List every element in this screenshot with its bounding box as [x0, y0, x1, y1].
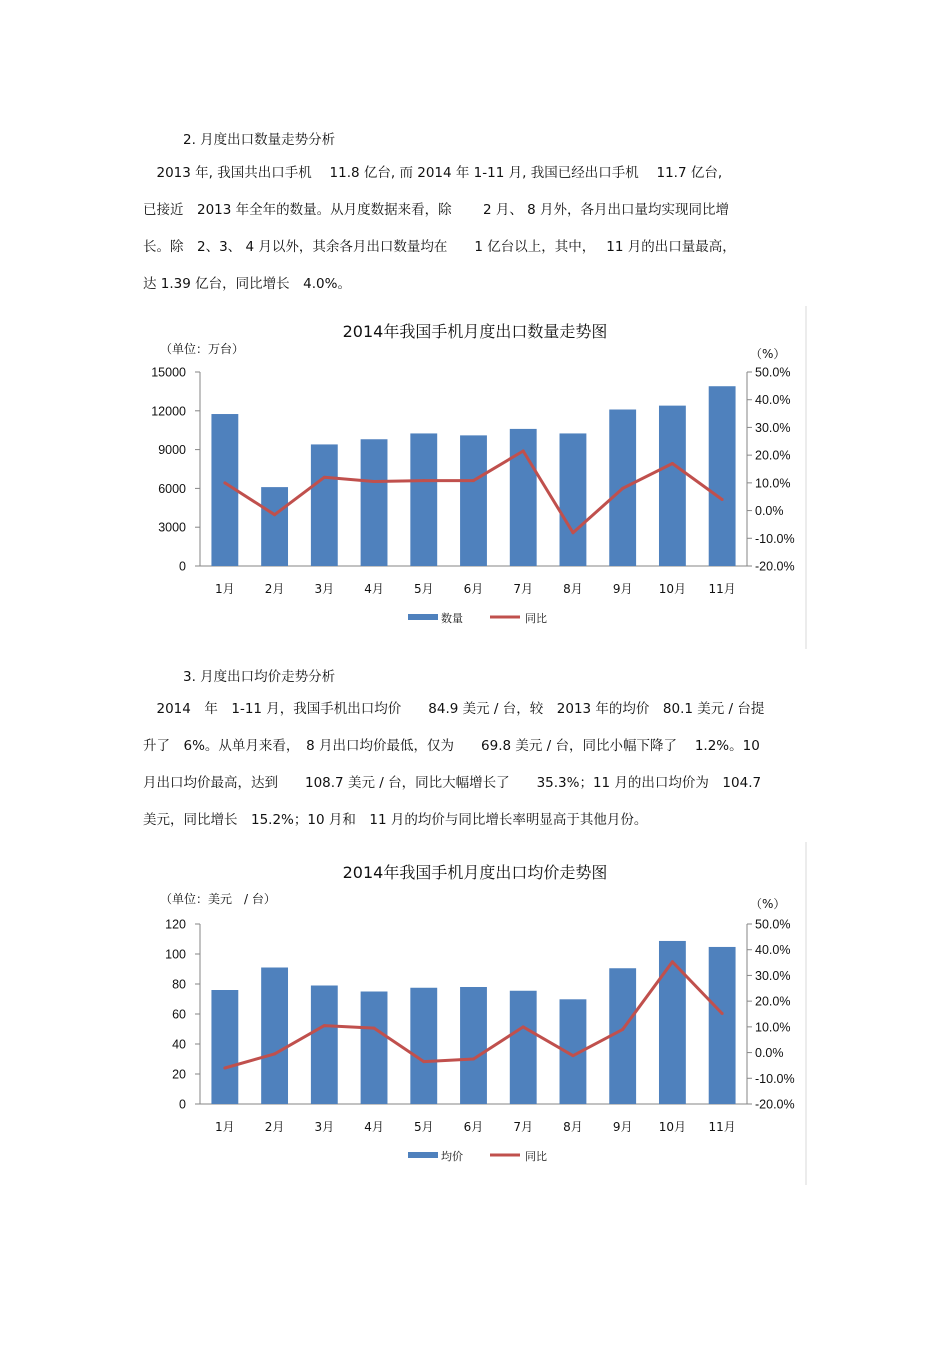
- legend-swatch-bar: [408, 1152, 438, 1158]
- bar: [460, 987, 487, 1104]
- y-tick-label: 40: [172, 1037, 186, 1052]
- y2-tick-label: -20.0%: [755, 559, 795, 574]
- yoy-point: [522, 1025, 525, 1028]
- paragraph-line: 2014 年 1-11 月，我国手机出口均价 84.9 美元 / 台，较 2013 年的均价 80.1 美元 / 台提: [143, 701, 765, 717]
- x-tick-label: 5月: [413, 1120, 434, 1134]
- yoy-point: [422, 479, 425, 482]
- export-volume-chart: [140, 306, 810, 651]
- section-3-paragraph: [143, 691, 808, 839]
- y-axis-unit-label: （单位：美元 / 台）: [160, 892, 276, 906]
- yoy-point: [721, 498, 724, 501]
- yoy-point: [472, 479, 475, 482]
- yoy-point: [571, 531, 574, 534]
- y2-tick-label: 0.0%: [755, 1046, 784, 1061]
- bar: [311, 986, 338, 1105]
- x-tick-label: 2月: [264, 1120, 285, 1134]
- y2-axis-unit-label: （%）: [750, 897, 786, 911]
- export-price-chart: [140, 842, 810, 1187]
- paragraph-line: 已接近 2013 年全年的数量。从月度数据来看，除 2 月、 8 月外，各月出口量均实现同比增: [143, 202, 729, 218]
- x-tick-label: 9月: [612, 1120, 633, 1134]
- yoy-point: [373, 1027, 376, 1030]
- export-price-chart-svg: [140, 842, 810, 1187]
- paragraph-line: 达 1.39 亿台，同比增长 4.0%。: [143, 276, 351, 292]
- y2-tick-label: 0.0%: [755, 504, 784, 519]
- bar: [659, 941, 686, 1104]
- y-tick-label: 100: [165, 947, 186, 962]
- yoy-point: [223, 1067, 226, 1070]
- legend-label-line: 同比: [525, 1150, 547, 1163]
- bar: [460, 435, 487, 566]
- yoy-point: [323, 476, 326, 479]
- yoy-point: [472, 1058, 475, 1061]
- export-volume-chart-svg: [140, 306, 810, 651]
- x-tick-label: 8月: [563, 1120, 583, 1134]
- bar: [410, 433, 437, 566]
- bar: [510, 991, 537, 1104]
- bar: [709, 947, 736, 1104]
- chart-title: 2014年我国手机月度出口均价走势图: [342, 863, 608, 882]
- paragraph-line: 月出口均价最高，达到 108.7 美元 / 台，同比大幅增长了 35.3%；11 月的出口均价为 104.7: [143, 775, 762, 791]
- section-2-paragraph: [143, 155, 808, 303]
- y2-tick-label: 40.0%: [755, 393, 791, 408]
- yoy-point: [621, 1028, 624, 1031]
- x-tick-label: 10月: [658, 582, 687, 596]
- bar: [560, 433, 587, 566]
- y-tick-label: 12000: [151, 404, 186, 419]
- legend-swatch-bar: [408, 614, 438, 620]
- x-tick-label: 10月: [658, 1120, 687, 1134]
- y2-tick-label: 30.0%: [755, 420, 791, 435]
- x-tick-label: 3月: [314, 1120, 335, 1134]
- y-tick-label: 0: [179, 1097, 186, 1112]
- y2-tick-label: -20.0%: [755, 1097, 795, 1112]
- section-2-heading: 2. 月度出口数量走势分析: [183, 132, 336, 148]
- y2-tick-label: 10.0%: [755, 476, 791, 491]
- y-tick-label: 9000: [158, 443, 186, 458]
- y2-tick-label: 10.0%: [755, 1020, 791, 1035]
- y-tick-label: 3000: [158, 520, 186, 535]
- y-tick-label: 0: [179, 559, 186, 574]
- x-tick-label: 2月: [264, 582, 285, 596]
- yoy-point: [373, 480, 376, 483]
- bar: [609, 968, 636, 1104]
- yoy-point: [273, 513, 276, 516]
- x-tick-label: 8月: [563, 582, 583, 596]
- yoy-point: [721, 1012, 724, 1015]
- yoy-point: [671, 462, 674, 465]
- y-tick-label: 6000: [158, 481, 186, 496]
- yoy-point: [671, 960, 674, 963]
- paragraph-line: 美元，同比增长 15.2%；10 月和 11 月的均价与同比增长率明显高于其他月份。: [143, 812, 648, 828]
- legend-label-line: 同比: [525, 612, 547, 625]
- bar: [510, 429, 537, 566]
- y2-tick-label: 30.0%: [755, 968, 791, 983]
- yoy-point: [522, 449, 525, 452]
- bar: [410, 988, 437, 1104]
- y2-axis-unit-label: （%）: [750, 347, 786, 361]
- y-axis-unit-label: （单位：万台）: [160, 342, 245, 356]
- bar: [311, 444, 338, 566]
- y2-tick-label: -10.0%: [755, 531, 795, 546]
- bar: [211, 990, 238, 1104]
- y2-tick-label: 50.0%: [755, 365, 791, 380]
- chart-title: 2014年我国手机月度出口数量走势图: [342, 322, 608, 341]
- bar: [659, 406, 686, 566]
- y2-tick-label: 20.0%: [755, 994, 791, 1009]
- bar: [261, 487, 288, 566]
- y-tick-label: 80: [172, 977, 186, 992]
- y-tick-label: 20: [172, 1067, 186, 1082]
- legend-label-bar: 数量: [441, 612, 463, 625]
- y-tick-label: 60: [172, 1007, 186, 1022]
- x-tick-label: 6月: [463, 1120, 484, 1134]
- x-tick-label: 3月: [314, 582, 335, 596]
- yoy-point: [422, 1060, 425, 1063]
- bar: [361, 439, 388, 566]
- x-tick-label: 7月: [513, 1120, 534, 1134]
- y2-tick-label: -10.0%: [755, 1071, 795, 1086]
- y-tick-label: 15000: [151, 365, 186, 380]
- bar: [709, 386, 736, 566]
- x-tick-label: 6月: [463, 582, 484, 596]
- x-tick-label: 1月: [215, 582, 235, 596]
- x-tick-label: 4月: [364, 582, 384, 596]
- x-tick-label: 1月: [215, 1120, 235, 1134]
- yoy-point: [223, 481, 226, 484]
- yoy-point: [571, 1054, 574, 1057]
- x-tick-label: 7月: [513, 582, 534, 596]
- x-tick-label: 9月: [612, 582, 633, 596]
- paragraph-line: 长。除 2、3、 4 月以外，其余各月出口数量均在 1 亿台以上，其中， 11 月的出口量最高，: [143, 239, 736, 255]
- y2-tick-label: 20.0%: [755, 448, 791, 463]
- yoy-point: [621, 487, 624, 490]
- paragraph-line: 升了 6%。从单月来看， 8 月出口均价最低，仅为 69.8 美元 / 台，同比小幅下降了 1.2%。10: [143, 738, 760, 754]
- y2-tick-label: 40.0%: [755, 943, 791, 958]
- bar: [261, 968, 288, 1105]
- x-tick-label: 11月: [708, 582, 736, 596]
- y-tick-label: 120: [165, 917, 186, 932]
- x-tick-label: 4月: [364, 1120, 384, 1134]
- yoy-point: [323, 1024, 326, 1027]
- x-tick-label: 5月: [413, 582, 434, 596]
- section-3-heading: 3. 月度出口均价走势分析: [183, 669, 336, 685]
- yoy-point: [273, 1052, 276, 1055]
- x-tick-label: 11月: [708, 1120, 736, 1134]
- legend-label-bar: 均价: [441, 1150, 463, 1163]
- y2-tick-label: 50.0%: [755, 917, 791, 932]
- bar: [361, 992, 388, 1105]
- paragraph-line: 2013 年, 我国共出口手机 11.8 亿台, 而 2014 年 1-11 月, 我国已经出口手机 11.7 亿台,: [143, 165, 723, 181]
